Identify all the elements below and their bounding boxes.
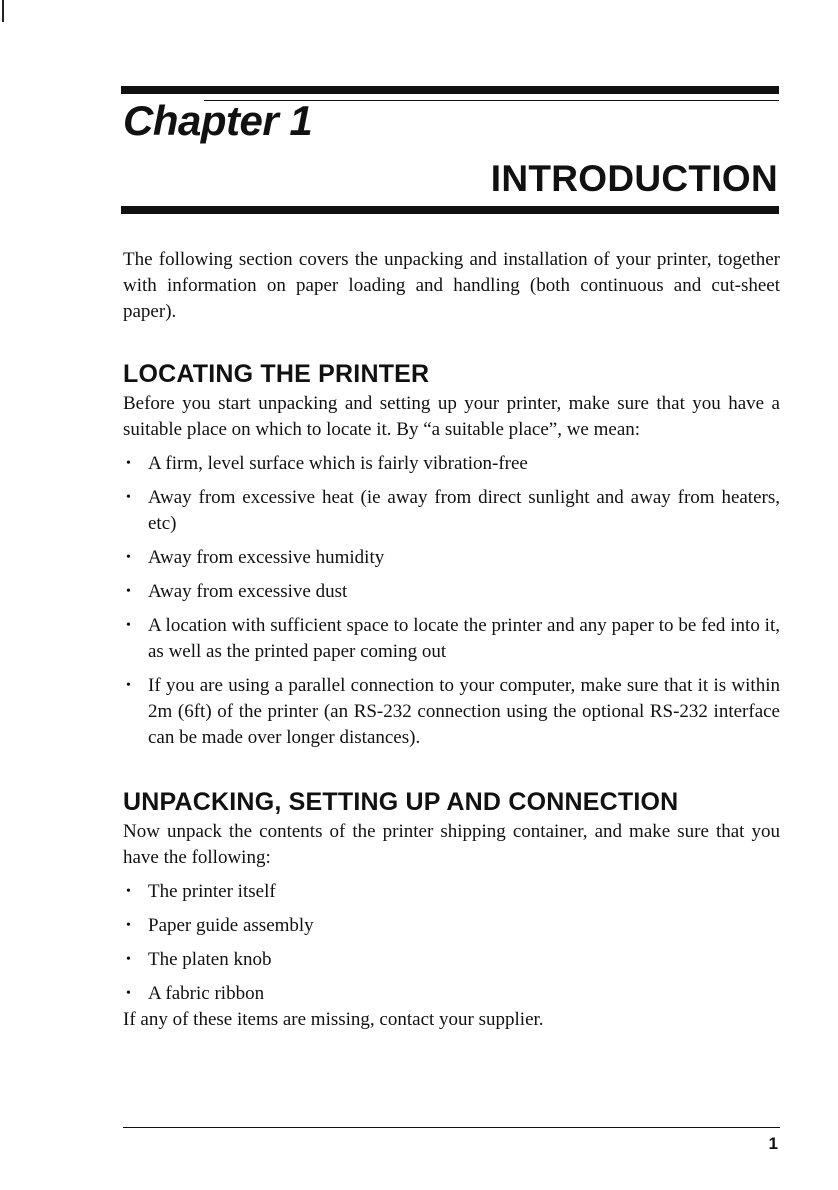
list-item: • If you are using a parallel connection to your computer, make sure that it is within 2m (6ft) of the printer (an RS-232 connection using the optional RS-232 interface can be made over longer distances).: [123, 673, 780, 751]
section-heading-unpacking: UNPACKING, SETTING UP AND CONNECTION: [123, 788, 679, 816]
package-contents-list: [123, 879, 780, 1007]
list-item: • A firm, level surface which is fairly vibration-free: [123, 451, 780, 477]
list-item: • Away from excessive humidity: [123, 545, 780, 571]
page-body: [123, 247, 780, 1033]
list-item: • Away from excessive dust: [123, 579, 780, 605]
header-rule-thick-bottom: [121, 206, 779, 214]
chapter-label: Chapter 1: [123, 97, 313, 144]
footer-rule: [123, 1127, 780, 1128]
closing-paragraph: If any of these items are missing, contact your supplier.: [123, 1009, 544, 1030]
list-item: • Paper guide assembly: [123, 913, 780, 939]
list-item: • The printer itself: [123, 879, 780, 905]
scan-edge-mark: [2, 0, 4, 22]
list-item: • A fabric ribbon: [123, 981, 780, 1007]
unpacking-paragraph: Now unpack the contents of the printer shipping container, and make sure that you have the following:: [123, 821, 780, 868]
intro-paragraph: The following section covers the unpacking and installation of your printer, together with information on paper loading and handling (both continuous and cut-sheet paper).: [123, 249, 780, 322]
chapter-title: INTRODUCTION: [490, 158, 778, 199]
header-rule-thick-top: [121, 86, 779, 94]
list-item: • The platen knob: [123, 947, 780, 973]
page-number: 1: [768, 1134, 778, 1153]
list-item: • Away from excessive heat (ie away from direct sunlight and away from heaters, etc): [123, 485, 780, 537]
section-heading-locating: LOCATING THE PRINTER: [123, 360, 430, 388]
location-requirements-list: [123, 451, 780, 751]
locating-paragraph: Before you start unpacking and setting up your printer, make sure that you have a suitable place on which to locate it. By “a suitable place”, we mean:: [123, 393, 780, 440]
list-item: • A location with sufficient space to locate the printer and any paper to be fed into it, as well as the printed paper coming out: [123, 613, 780, 665]
